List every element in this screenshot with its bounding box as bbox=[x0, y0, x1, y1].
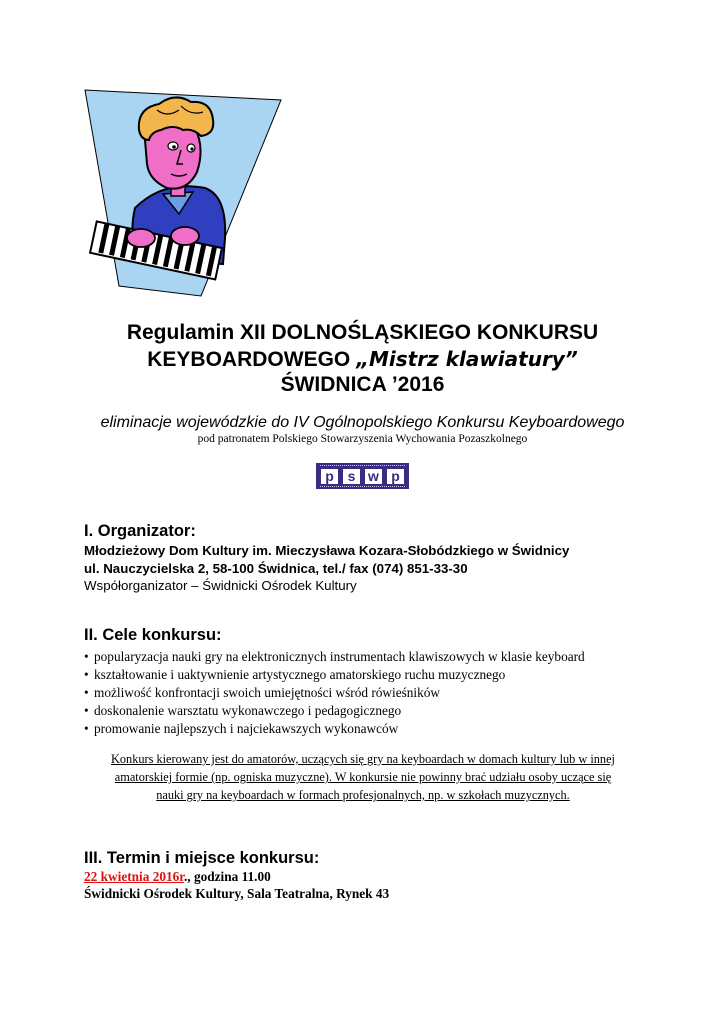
list-item bbox=[84, 702, 585, 720]
patronage-note: pod patronatem Polskiego Stowarzyszenia Wychowania Pozaszkolnego bbox=[197, 433, 528, 445]
list-item-text: możliwość konfrontacji swoich umiejętności wśród rówieśników bbox=[94, 685, 441, 700]
event-place: Świdnicki Ośrodek Kultury, Sala Teatralna, Rynek 43 bbox=[84, 886, 390, 901]
section-heading-date-place: III. Termin i miejsce konkursu: bbox=[84, 849, 320, 867]
list-item bbox=[84, 684, 585, 702]
list-item-text: kształtowanie i uaktywnienie artystycznego amatorskiego ruchu muzycznego bbox=[94, 667, 506, 682]
note-line: Konkurs kierowany jest do amatorów, uczących się gry na keyboardach w domach kultury lub w innej bbox=[111, 752, 615, 766]
list-item-text: popularyzacja nauki gry na elektronicznych instrumentach klawiszowych w klasie keyboard bbox=[94, 649, 585, 664]
logo-letter: p bbox=[321, 469, 338, 484]
organizer-name: Młodzieżowy Dom Kultury im. Mieczysława Kozara-Słobódzkiego w Świdnicy bbox=[84, 543, 570, 558]
section-heading-organizer: I. Organizator: bbox=[84, 522, 196, 540]
pswp-logo bbox=[316, 463, 409, 489]
list-item-text: promowanie najlepszych i najciekawszych wykonawców bbox=[94, 721, 399, 736]
list-item bbox=[84, 666, 585, 684]
subtitle: eliminacje wojewódzkie do IV Ogólnopolskiego Konkursu Keyboardowego bbox=[100, 414, 625, 431]
event-time: ., godzina 11.00 bbox=[183, 869, 271, 884]
list-item-text: doskonalenie warsztatu wykonawczego i pedagogicznego bbox=[94, 703, 402, 718]
co-organizer: Współorganizator – Świdnicki Ośrodek Kultury bbox=[84, 578, 357, 593]
bullet-icon: • bbox=[84, 649, 89, 664]
logo-letter: s bbox=[343, 469, 360, 484]
note-line: nauki gry na keyboardach w formach profesjonalnych, np. w szkołach muzycznych. bbox=[156, 788, 570, 802]
bullet-icon: • bbox=[84, 685, 89, 700]
eligibility-note bbox=[78, 750, 648, 804]
event-date-time bbox=[84, 869, 271, 885]
section-heading-goals: II. Cele konkursu: bbox=[84, 626, 222, 644]
document-title-line1: Regulamin XII DOLNOŚLĄSKIEGO KONKURSU bbox=[126, 321, 599, 344]
bullet-icon: • bbox=[84, 703, 89, 718]
bullet-icon: • bbox=[84, 667, 89, 682]
list-item bbox=[84, 648, 585, 666]
title-italic: „Mistrz klawiatury” bbox=[356, 347, 578, 371]
logo-letter: p bbox=[387, 469, 404, 484]
list-item bbox=[84, 720, 585, 738]
organizer-address: ul. Nauczycielska 2, 58-100 Świdnica, tel./ fax (074) 851-33-30 bbox=[84, 561, 468, 576]
goals-list bbox=[84, 648, 585, 738]
logo-letter: w bbox=[365, 469, 382, 484]
document-title-line3: ŚWIDNICA ’2016 bbox=[280, 373, 445, 396]
note-line: amatorskiej formie (np. ogniska muzyczne). W konkursie nie powinny brać udziału osoby uczące się bbox=[114, 770, 612, 784]
bullet-icon: • bbox=[84, 721, 89, 736]
document-title-line2 bbox=[0, 346, 725, 373]
event-date: 22 kwietnia 2016r bbox=[84, 869, 184, 884]
keyboard-player-illustration bbox=[83, 88, 283, 298]
title-plain: KEYBOARDOWEGO bbox=[147, 348, 357, 371]
